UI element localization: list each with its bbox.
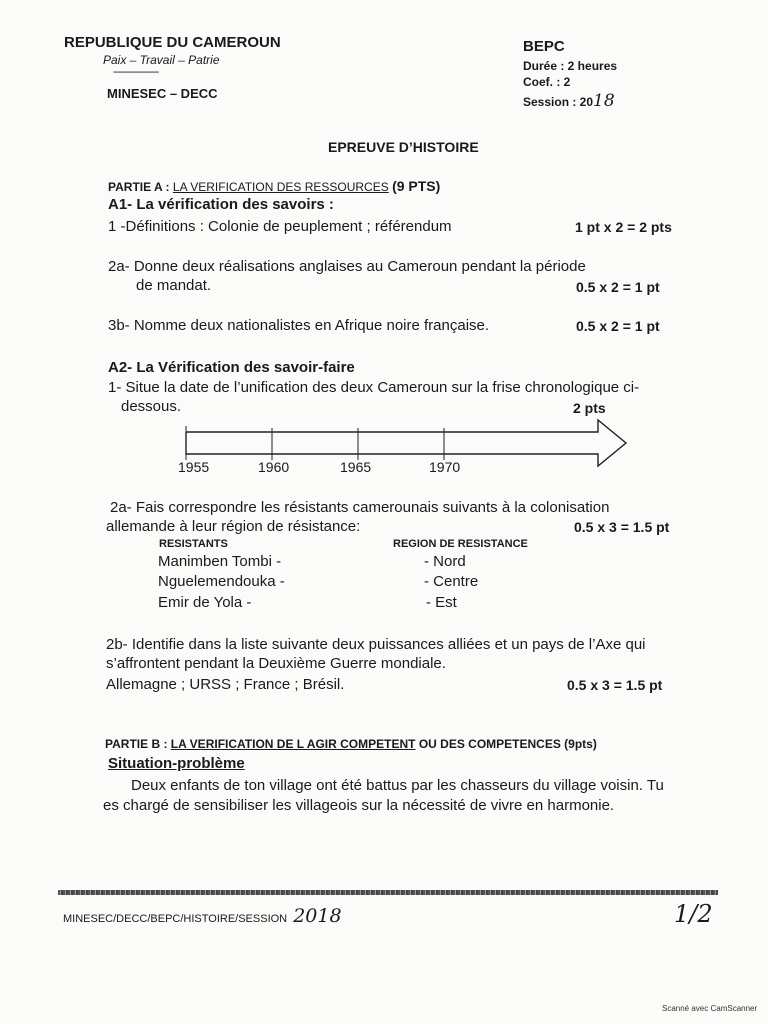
skill-2b-line2: s’affrontent pendant la Deuxième Guerre mondiale. — [106, 655, 446, 672]
chronological-timeline — [178, 416, 638, 476]
scanner-watermark: Scanné avec CamScanner — [662, 1004, 758, 1013]
motto-separator: ----------------- — [113, 66, 159, 78]
footer-rule — [58, 890, 718, 895]
resistant-3: Emir de Yola - — [158, 594, 252, 611]
footer-year-handwritten: 2018 — [293, 905, 342, 927]
situation-line2: es chargé de sensibiliser les villageois sur la nécessité de vivre en harmonie. — [103, 797, 615, 814]
exam-session — [523, 91, 615, 111]
timeline-year-1960: 1960 — [258, 459, 290, 475]
timeline-year-1965: 1965 — [340, 459, 372, 475]
column-regions: REGION DE RESISTANCE — [393, 538, 528, 550]
skill-2a-points: 0.5 x 3 = 1.5 pt — [574, 519, 670, 535]
exam-duration: Durée : 2 heures — [523, 59, 618, 73]
part-a-points: (9 PTS) — [392, 178, 441, 194]
a2-title: A2- La Vérification des savoir-faire — [108, 359, 355, 376]
question-3b: 3b- Nomme deux nationalistes en Afrique noire française. — [108, 317, 490, 334]
region-3: - Est — [426, 594, 457, 611]
part-b-subtitle: OU DES COMPETENCES (9pts) — [418, 737, 597, 751]
footer-ref-text: MINESEC/DECC/BEPC/HISTOIRE/SESSION — [63, 913, 288, 925]
situation-line1: Deux enfants de ton village ont été battus par les chasseurs du village voisin. Tu — [131, 777, 664, 794]
session-year-handwritten: 18 — [593, 91, 615, 111]
skill-2a-line2: allemande à leur région de résistance: — [106, 518, 361, 535]
exam-name: BEPC — [523, 38, 565, 55]
region-1: - Nord — [424, 553, 466, 570]
region-2: - Centre — [424, 573, 479, 590]
part-a-title: LA VERIFICATION DES RESSOURCES — [172, 180, 389, 194]
footer-reference — [63, 905, 342, 927]
session-label: Session : 20 — [523, 95, 594, 109]
question-1-points: 1 pt x 2 = 2 pts — [575, 219, 672, 235]
skill-1-line1: 1- Situe la date de l’unification des deux Cameroun sur la frise chronologique ci- — [108, 379, 640, 396]
skill-1-line2: dessous. — [121, 398, 182, 415]
resistant-1: Manimben Tombi - — [158, 553, 282, 570]
column-resistants: RESISTANTS — [159, 538, 228, 550]
timeline-arrow — [178, 416, 638, 476]
question-3b-points: 0.5 x 2 = 1 pt — [576, 318, 660, 334]
a1-title: A1- La vérification des savoirs : — [108, 196, 334, 213]
resistant-2: Nguelemendouka - — [158, 573, 285, 590]
skill-2b-line1: 2b- Identifie dans la liste suivante deux puissances alliées et un pays de l’Axe qui — [106, 636, 646, 653]
situation-title: Situation-problème — [108, 755, 245, 772]
ministry-name: MINESEC – DECC — [107, 86, 218, 101]
skill-2b-points: 0.5 x 3 = 1.5 pt — [567, 677, 663, 693]
timeline-year-1970: 1970 — [429, 459, 461, 475]
page-number-handwritten: 1/2 — [674, 900, 713, 928]
country-name: REPUBLIQUE DU CAMEROUN — [64, 34, 281, 51]
question-2a-points: 0.5 x 2 = 1 pt — [576, 279, 660, 295]
exam-coefficient: Coef. : 2 — [523, 75, 571, 89]
timeline-year-1955: 1955 — [178, 459, 210, 475]
national-motto: Paix – Travail – Patrie — [103, 53, 220, 67]
part-b-label: PARTIE B : — [105, 737, 168, 751]
part-a-label: PARTIE A : — [108, 180, 170, 194]
part-b-heading — [105, 737, 597, 751]
skill-2b-line3: Allemagne ; URSS ; France ; Brésil. — [106, 676, 345, 693]
part-b-title: LA VERIFICATION DE L AGIR COMPETENT — [170, 737, 416, 751]
part-a-heading — [108, 178, 440, 194]
page-title: EPREUVE D’HISTOIRE — [328, 139, 479, 155]
skill-2a-line1: 2a- Fais correspondre les résistants camerounais suivants à la colonisation — [110, 499, 610, 516]
skill-1-points: 2 pts — [573, 400, 606, 416]
question-2a-line2: de mandat. — [136, 277, 212, 294]
question-1: 1 -Définitions : Colonie de peuplement ; référendum — [108, 218, 452, 235]
question-2a-line1: 2a- Donne deux réalisations anglaises au Cameroun pendant la période — [108, 258, 586, 275]
